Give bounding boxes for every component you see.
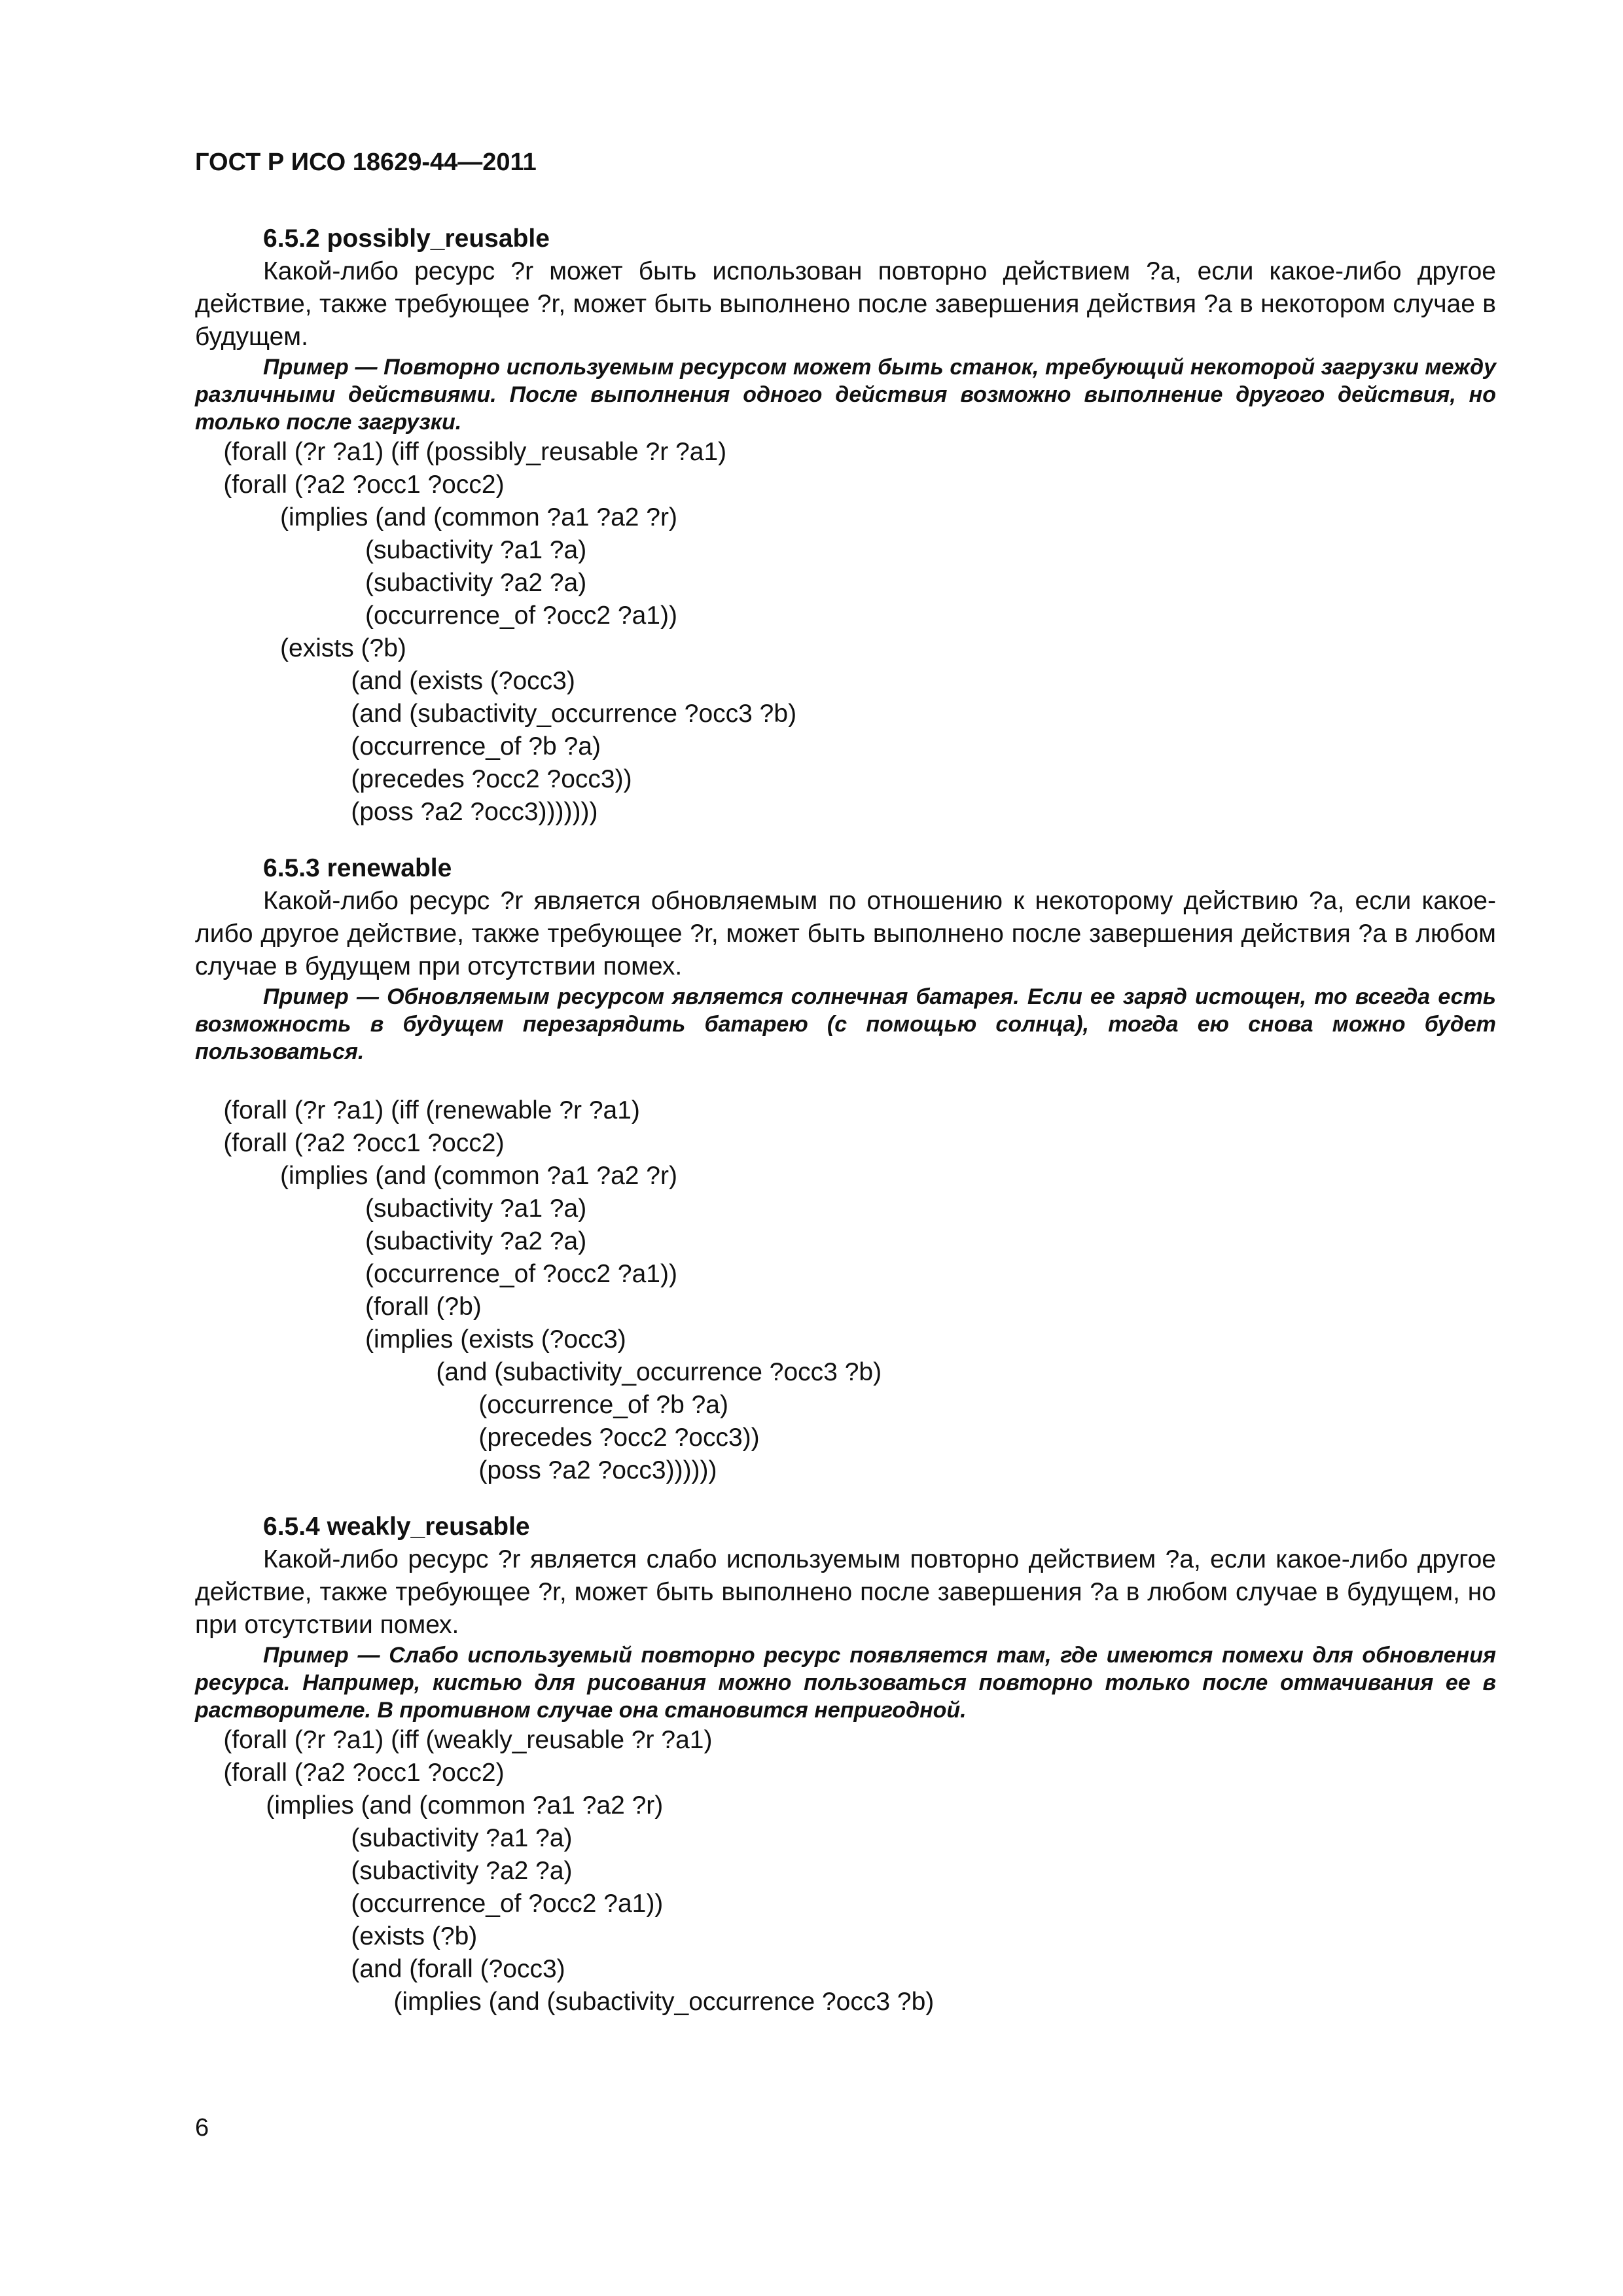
document-content xyxy=(195,223,1496,2018)
section-example: Пример — Повторно используемым ресурсом может быть станок, требующий некоторой загрузки между различными действиями. После выполнения одного действия возможно выполнение другого действия, но только после загрузки. xyxy=(195,355,1496,435)
section-example: Пример — Обновляемым ресурсом является солнечная батарея. Если ее заряд истощен, то всегда есть возможность в будущем перезарядить батарею (с помощью солнца), тогда ею снова можно будет пользоваться. xyxy=(195,984,1496,1064)
section-possibly-reusable xyxy=(195,223,1496,829)
standard-header: ГОСТ Р ИСО 18629-44—2011 xyxy=(195,149,537,176)
section-code: (forall (?r ?a1) (iff (renewable ?r ?a1) (forall (?a2 ?occ1 ?occ2) (implies (and (common ?a1 ?a2 ?r) (subactivity ?a1 ?a) (subactivity ?a2 ?a) (occurrence_of ?occ2 ?a1)) (forall (?b) (implies (exists (?occ3) (and (subactivity_occurrence ?occ3 ?b) (occurrence_of ?b ?a) (precedes ?occ2 ?occ3)) (poss ?a2 ?occ3)))))) xyxy=(223,1096,882,1484)
section-spacing xyxy=(195,829,1496,852)
code-spacing xyxy=(195,1066,1496,1094)
section-description: Какой-либо ресурс ?r является слабо используемым повторно действием ?a, если какое-либо другое действие, также требующее ?r, может быть выполнено после завершения ?a в любом случае в будущем, но при отсутствии помех. xyxy=(195,1545,1496,1639)
section-description: Какой-либо ресурс ?r является обновляемым по отношению к некоторому действию ?a, если какое-либо другое действие, также требующее ?r, может быть выполнено после завершения действия ?a в любом случае в будущем при отсутствии помех. xyxy=(195,887,1496,980)
section-weakly-reusable xyxy=(195,1511,1496,2018)
section-code: (forall (?r ?a1) (iff (possibly_reusable ?r ?a1) (forall (?a2 ?occ1 ?occ2) (implies (and (common ?a1 ?a2 ?r) (subactivity ?a1 ?a) (subactivity ?a2 ?a) (occurrence_of ?occ2 ?a1)) (exists (?b) (and (exists (?occ3) (and (subactivity_occurrence ?occ3 ?b) (occurrence_of ?b ?a) (precedes ?occ2 ?occ3)) (poss ?a2 ?occ3))))))) xyxy=(223,438,797,826)
section-code: (forall (?r ?a1) (iff (weakly_reusable ?r ?a1) (forall (?a2 ?occ1 ?occ2) (implies (and (common ?a1 ?a2 ?r) (subactivity ?a1 ?a) (subactivity ?a2 ?a) (occurrence_of ?occ2 ?a1)) (exists (?b) (and (forall (?occ3) (implies (and (subactivity_occurrence ?occ3 ?b) xyxy=(223,1726,935,2016)
page-number: 6 xyxy=(195,2114,209,2142)
section-spacing xyxy=(195,1487,1496,1511)
section-renewable xyxy=(195,852,1496,1487)
section-title: 6.5.2 possibly_reusable xyxy=(263,224,550,253)
section-title: 6.5.4 weakly_reusable xyxy=(263,1513,530,1541)
section-description: Какой-либо ресурс ?r может быть использован повторно действием ?a, если какое-либо другое действие, также требующее ?r, может быть выполнено после завершения действия ?a в некотором случае в будущем. xyxy=(195,257,1496,351)
section-example: Пример — Слабо используемый повторно ресурс появляется там, где имеются помехи для обновления ресурса. Например, кистью для рисования можно пользоваться повторно только после отмачивания ее в растворителе. В противном случае она становится непригодной. xyxy=(195,1643,1496,1723)
section-title: 6.5.3 renewable xyxy=(263,854,452,882)
